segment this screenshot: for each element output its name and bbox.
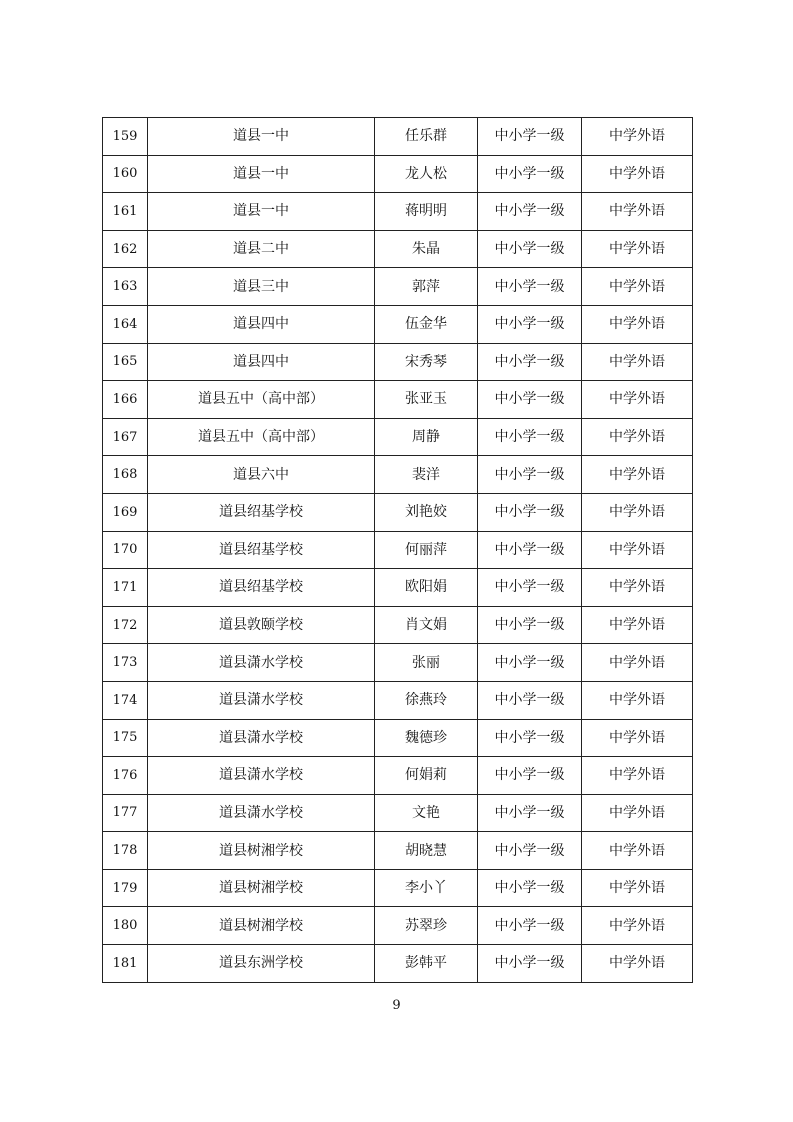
title-level-cell: 中小学一级 (478, 381, 582, 419)
title-level-cell: 中小学一级 (478, 193, 582, 231)
row-number-cell: 166 (103, 381, 148, 419)
table-row (103, 644, 693, 682)
table-row (103, 719, 693, 757)
table-row (103, 606, 693, 644)
school-cell: 道县二中 (148, 230, 375, 268)
teacher-name-cell: 龙人松 (375, 155, 478, 193)
title-level-cell: 中小学一级 (478, 493, 582, 531)
subject-cell: 中学外语 (582, 118, 693, 156)
table-row (103, 456, 693, 494)
subject-cell: 中学外语 (582, 907, 693, 945)
title-level-cell: 中小学一级 (478, 869, 582, 907)
row-number-cell: 165 (103, 343, 148, 381)
title-level-cell: 中小学一级 (478, 644, 582, 682)
row-number-cell: 170 (103, 531, 148, 569)
table-row (103, 268, 693, 306)
subject-cell: 中学外语 (582, 381, 693, 419)
teacher-name-cell: 肖文娟 (375, 606, 478, 644)
teacher-name-cell: 刘艳姣 (375, 493, 478, 531)
subject-cell: 中学外语 (582, 268, 693, 306)
subject-cell: 中学外语 (582, 719, 693, 757)
title-level-cell: 中小学一级 (478, 794, 582, 832)
row-number-cell: 171 (103, 569, 148, 607)
subject-cell: 中学外语 (582, 681, 693, 719)
subject-cell: 中学外语 (582, 456, 693, 494)
title-level-cell: 中小学一级 (478, 719, 582, 757)
title-level-cell: 中小学一级 (478, 907, 582, 945)
subject-cell: 中学外语 (582, 832, 693, 870)
title-level-cell: 中小学一级 (478, 456, 582, 494)
subject-cell: 中学外语 (582, 606, 693, 644)
teacher-name-cell: 朱晶 (375, 230, 478, 268)
row-number-cell: 173 (103, 644, 148, 682)
teacher-name-cell: 胡晓慧 (375, 832, 478, 870)
teacher-name-cell: 宋秀琴 (375, 343, 478, 381)
row-number-cell: 174 (103, 681, 148, 719)
school-cell: 道县树湘学校 (148, 832, 375, 870)
teacher-name-cell: 文艳 (375, 794, 478, 832)
row-number-cell: 160 (103, 155, 148, 193)
title-level-cell: 中小学一级 (478, 606, 582, 644)
row-number-cell: 164 (103, 305, 148, 343)
subject-cell: 中学外语 (582, 869, 693, 907)
row-number-cell: 175 (103, 719, 148, 757)
title-level-cell: 中小学一级 (478, 418, 582, 456)
title-level-cell: 中小学一级 (478, 945, 582, 983)
title-level-cell: 中小学一级 (478, 155, 582, 193)
school-cell: 道县绍基学校 (148, 531, 375, 569)
title-level-cell: 中小学一级 (478, 832, 582, 870)
table-body (103, 118, 693, 983)
table-row (103, 305, 693, 343)
school-cell: 道县潇水学校 (148, 719, 375, 757)
row-number-cell: 180 (103, 907, 148, 945)
school-cell: 道县五中（高中部） (148, 381, 375, 419)
table-row (103, 569, 693, 607)
school-cell: 道县树湘学校 (148, 869, 375, 907)
row-number-cell: 179 (103, 869, 148, 907)
subject-cell: 中学外语 (582, 794, 693, 832)
subject-cell: 中学外语 (582, 757, 693, 795)
school-cell: 道县潇水学校 (148, 794, 375, 832)
table-row (103, 381, 693, 419)
table-row (103, 945, 693, 983)
title-level-cell: 中小学一级 (478, 531, 582, 569)
teacher-name-cell: 何娟莉 (375, 757, 478, 795)
row-number-cell: 168 (103, 456, 148, 494)
school-cell: 道县敦颐学校 (148, 606, 375, 644)
subject-cell: 中学外语 (582, 343, 693, 381)
table-row (103, 343, 693, 381)
teacher-name-cell: 李小丫 (375, 869, 478, 907)
teacher-name-cell: 徐燕玲 (375, 681, 478, 719)
table-row (103, 757, 693, 795)
table-row (103, 832, 693, 870)
subject-cell: 中学外语 (582, 644, 693, 682)
school-cell: 道县一中 (148, 155, 375, 193)
row-number-cell: 161 (103, 193, 148, 231)
table-row (103, 869, 693, 907)
title-level-cell: 中小学一级 (478, 757, 582, 795)
teacher-name-cell: 苏翠珍 (375, 907, 478, 945)
title-level-cell: 中小学一级 (478, 118, 582, 156)
subject-cell: 中学外语 (582, 230, 693, 268)
table-row (103, 493, 693, 531)
school-cell: 道县潇水学校 (148, 644, 375, 682)
row-number-cell: 169 (103, 493, 148, 531)
school-cell: 道县潇水学校 (148, 681, 375, 719)
subject-cell: 中学外语 (582, 193, 693, 231)
teacher-list-table (102, 117, 693, 983)
teacher-name-cell: 周静 (375, 418, 478, 456)
subject-cell: 中学外语 (582, 945, 693, 983)
teacher-name-cell: 张亚玉 (375, 381, 478, 419)
table-row (103, 907, 693, 945)
row-number-cell: 178 (103, 832, 148, 870)
school-cell: 道县一中 (148, 118, 375, 156)
teacher-name-cell: 伍金华 (375, 305, 478, 343)
table-row (103, 418, 693, 456)
school-cell: 道县五中（高中部） (148, 418, 375, 456)
school-cell: 道县树湘学校 (148, 907, 375, 945)
teacher-name-cell: 魏德珍 (375, 719, 478, 757)
row-number-cell: 172 (103, 606, 148, 644)
school-cell: 道县三中 (148, 268, 375, 306)
subject-cell: 中学外语 (582, 305, 693, 343)
teacher-name-cell: 裴洋 (375, 456, 478, 494)
teacher-name-cell: 蒋明明 (375, 193, 478, 231)
table-row (103, 230, 693, 268)
table-row (103, 794, 693, 832)
row-number-cell: 159 (103, 118, 148, 156)
title-level-cell: 中小学一级 (478, 343, 582, 381)
table-row (103, 118, 693, 156)
page-number: 9 (392, 998, 401, 1013)
subject-cell: 中学外语 (582, 569, 693, 607)
title-level-cell: 中小学一级 (478, 681, 582, 719)
table-row (103, 531, 693, 569)
row-number-cell: 181 (103, 945, 148, 983)
title-level-cell: 中小学一级 (478, 305, 582, 343)
row-number-cell: 162 (103, 230, 148, 268)
row-number-cell: 163 (103, 268, 148, 306)
teacher-name-cell: 何丽萍 (375, 531, 478, 569)
teacher-name-cell: 张丽 (375, 644, 478, 682)
title-level-cell: 中小学一级 (478, 230, 582, 268)
teacher-name-cell: 彭韩平 (375, 945, 478, 983)
teacher-name-cell: 郭萍 (375, 268, 478, 306)
subject-cell: 中学外语 (582, 155, 693, 193)
row-number-cell: 177 (103, 794, 148, 832)
subject-cell: 中学外语 (582, 493, 693, 531)
school-cell: 道县绍基学校 (148, 493, 375, 531)
school-cell: 道县四中 (148, 343, 375, 381)
title-level-cell: 中小学一级 (478, 569, 582, 607)
row-number-cell: 167 (103, 418, 148, 456)
teacher-name-cell: 欧阳娟 (375, 569, 478, 607)
table-row (103, 193, 693, 231)
school-cell: 道县东洲学校 (148, 945, 375, 983)
school-cell: 道县六中 (148, 456, 375, 494)
teacher-name-cell: 任乐群 (375, 118, 478, 156)
subject-cell: 中学外语 (582, 531, 693, 569)
row-number-cell: 176 (103, 757, 148, 795)
table-row (103, 155, 693, 193)
school-cell: 道县绍基学校 (148, 569, 375, 607)
school-cell: 道县一中 (148, 193, 375, 231)
school-cell: 道县潇水学校 (148, 757, 375, 795)
title-level-cell: 中小学一级 (478, 268, 582, 306)
school-cell: 道县四中 (148, 305, 375, 343)
subject-cell: 中学外语 (582, 418, 693, 456)
table-row (103, 681, 693, 719)
